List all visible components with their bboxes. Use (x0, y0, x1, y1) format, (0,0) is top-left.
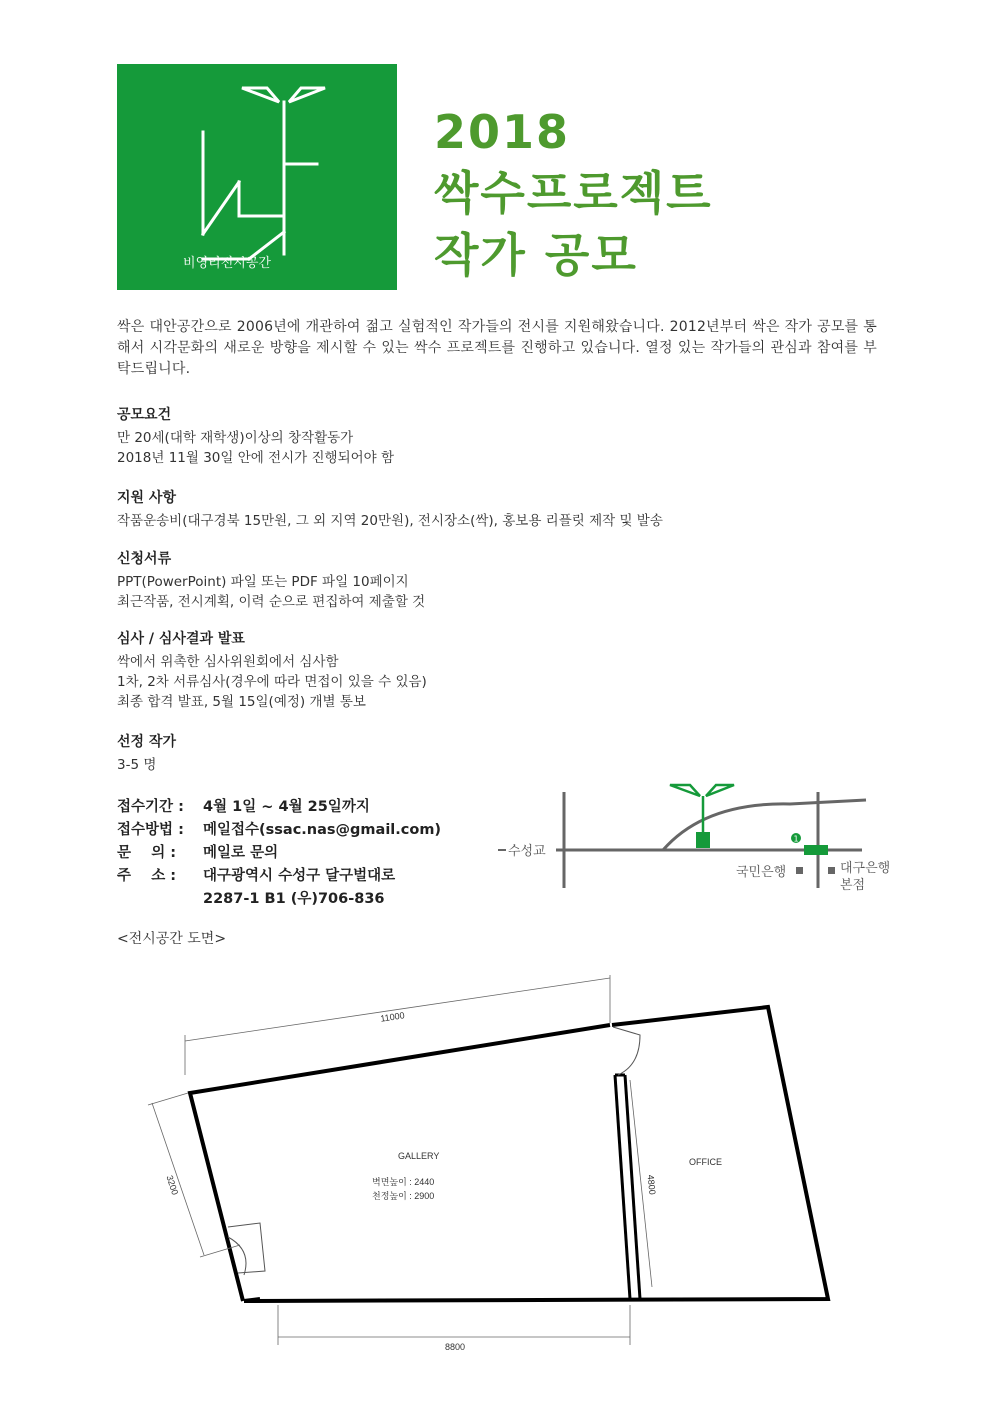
section-line: 3-5 명 (117, 757, 157, 773)
stop-number: 1 (793, 834, 799, 844)
floor-plan (140, 975, 860, 1355)
section-heading-review: 심사 / 심사결과 발표 (117, 631, 245, 647)
gallery-label: GALLERY (398, 1151, 440, 1161)
ssac-location-marker (696, 832, 710, 848)
dgb-bank-marker (828, 867, 835, 874)
title-project: 싹수프로젝트 (434, 166, 713, 220)
info-value: 대구광역시 수성구 달구벌대로 (203, 868, 396, 884)
info-value: 4월 1일 ~ 4월 25일까지 (203, 799, 370, 815)
intro-paragraph: 싹은 대안공간으로 2006년에 개관하여 젊고 실험적인 작가들의 전시를 지원해왔습니다. 2012년부터 싹은 작가 공모를 통해서 시각문화의 새로운 방향을 제시할 수 있는 싹수 프로젝트를 진행하고 있습니다. 열정 있는 작가들의 관심과 참여를 부탁드립니다. (117, 319, 877, 377)
dim-left: 3200 (164, 1174, 181, 1197)
info-inquiry (117, 841, 278, 862)
section-line: 1차, 2차 서류심사(경우에 따라 면접이 있을 수 있음) (117, 674, 427, 690)
section-heading-selected: 선정 작가 (117, 734, 176, 750)
info-label: 주 소 : (117, 868, 177, 884)
section-heading-support: 지원 사항 (117, 490, 176, 506)
logo-caption: 비영리전시공간 (183, 256, 271, 271)
ceiling-height: 천정높이 : 2900 (372, 1191, 435, 1201)
info-label: 접수기간 : (117, 799, 184, 815)
sprout-marker-icon (670, 785, 734, 832)
title-year: 2018 (434, 105, 571, 159)
dim-top: 11000 (379, 1010, 406, 1024)
info-label: 문 의 : (117, 845, 177, 861)
map-label-suseonggyo: 수성교 (508, 844, 546, 859)
info-period (117, 795, 370, 816)
section-line: 2018년 11월 30일 안에 전시가 진행되어야 함 (117, 450, 395, 466)
section-line: 최종 합격 발표, 5월 15일(예정) 개별 통보 (117, 694, 366, 710)
floor-plan-heading: <전시공간 도면> (117, 931, 227, 947)
logo (117, 64, 397, 290)
section-heading-requirements: 공모요건 (117, 407, 172, 423)
map-label-kb: 국민은행 (736, 865, 787, 880)
info-value: 메일로 문의 (203, 845, 279, 861)
location-map (490, 780, 910, 900)
info-address-2 (117, 887, 385, 908)
info-address (117, 864, 395, 885)
map-label-dgb-hq: 본점 (840, 878, 866, 893)
office-label: OFFICE (689, 1157, 722, 1167)
info-value: 2287-1 B1 (우)706-836 (203, 891, 385, 907)
wall-height: 벽면높이 : 2440 (372, 1177, 435, 1187)
info-value: 메일접수(ssac.nas@gmail.com) (203, 822, 442, 838)
map-label-dgb: 대구은행 (840, 861, 891, 876)
title-call: 작가 공모 (434, 228, 638, 282)
section-line: 싹에서 위촉한 심사위원회에서 심사함 (117, 654, 339, 670)
dim-mid: 4800 (645, 1174, 658, 1196)
section-line: 최근작품, 전시계획, 이력 순으로 편집하여 제출할 것 (117, 594, 426, 610)
section-line: 만 20세(대학 재학생)이상의 창작활동가 (117, 430, 354, 446)
info-method (117, 818, 441, 839)
section-heading-documents: 신청서류 (117, 551, 172, 567)
dim-bottom: 8800 (445, 1342, 466, 1352)
section-line: 작품운송비(대구경북 15만원, 그 외 지역 20만원), 전시장소(싹), 홍보용 리플릿 제작 및 발송 (117, 513, 663, 529)
kb-bank-marker (796, 867, 803, 874)
info-label: 접수방법 : (117, 822, 184, 838)
bus-stop-marker (804, 845, 828, 855)
section-line: PPT(PowerPoint) 파일 또는 PDF 파일 10페이지 (117, 574, 409, 590)
